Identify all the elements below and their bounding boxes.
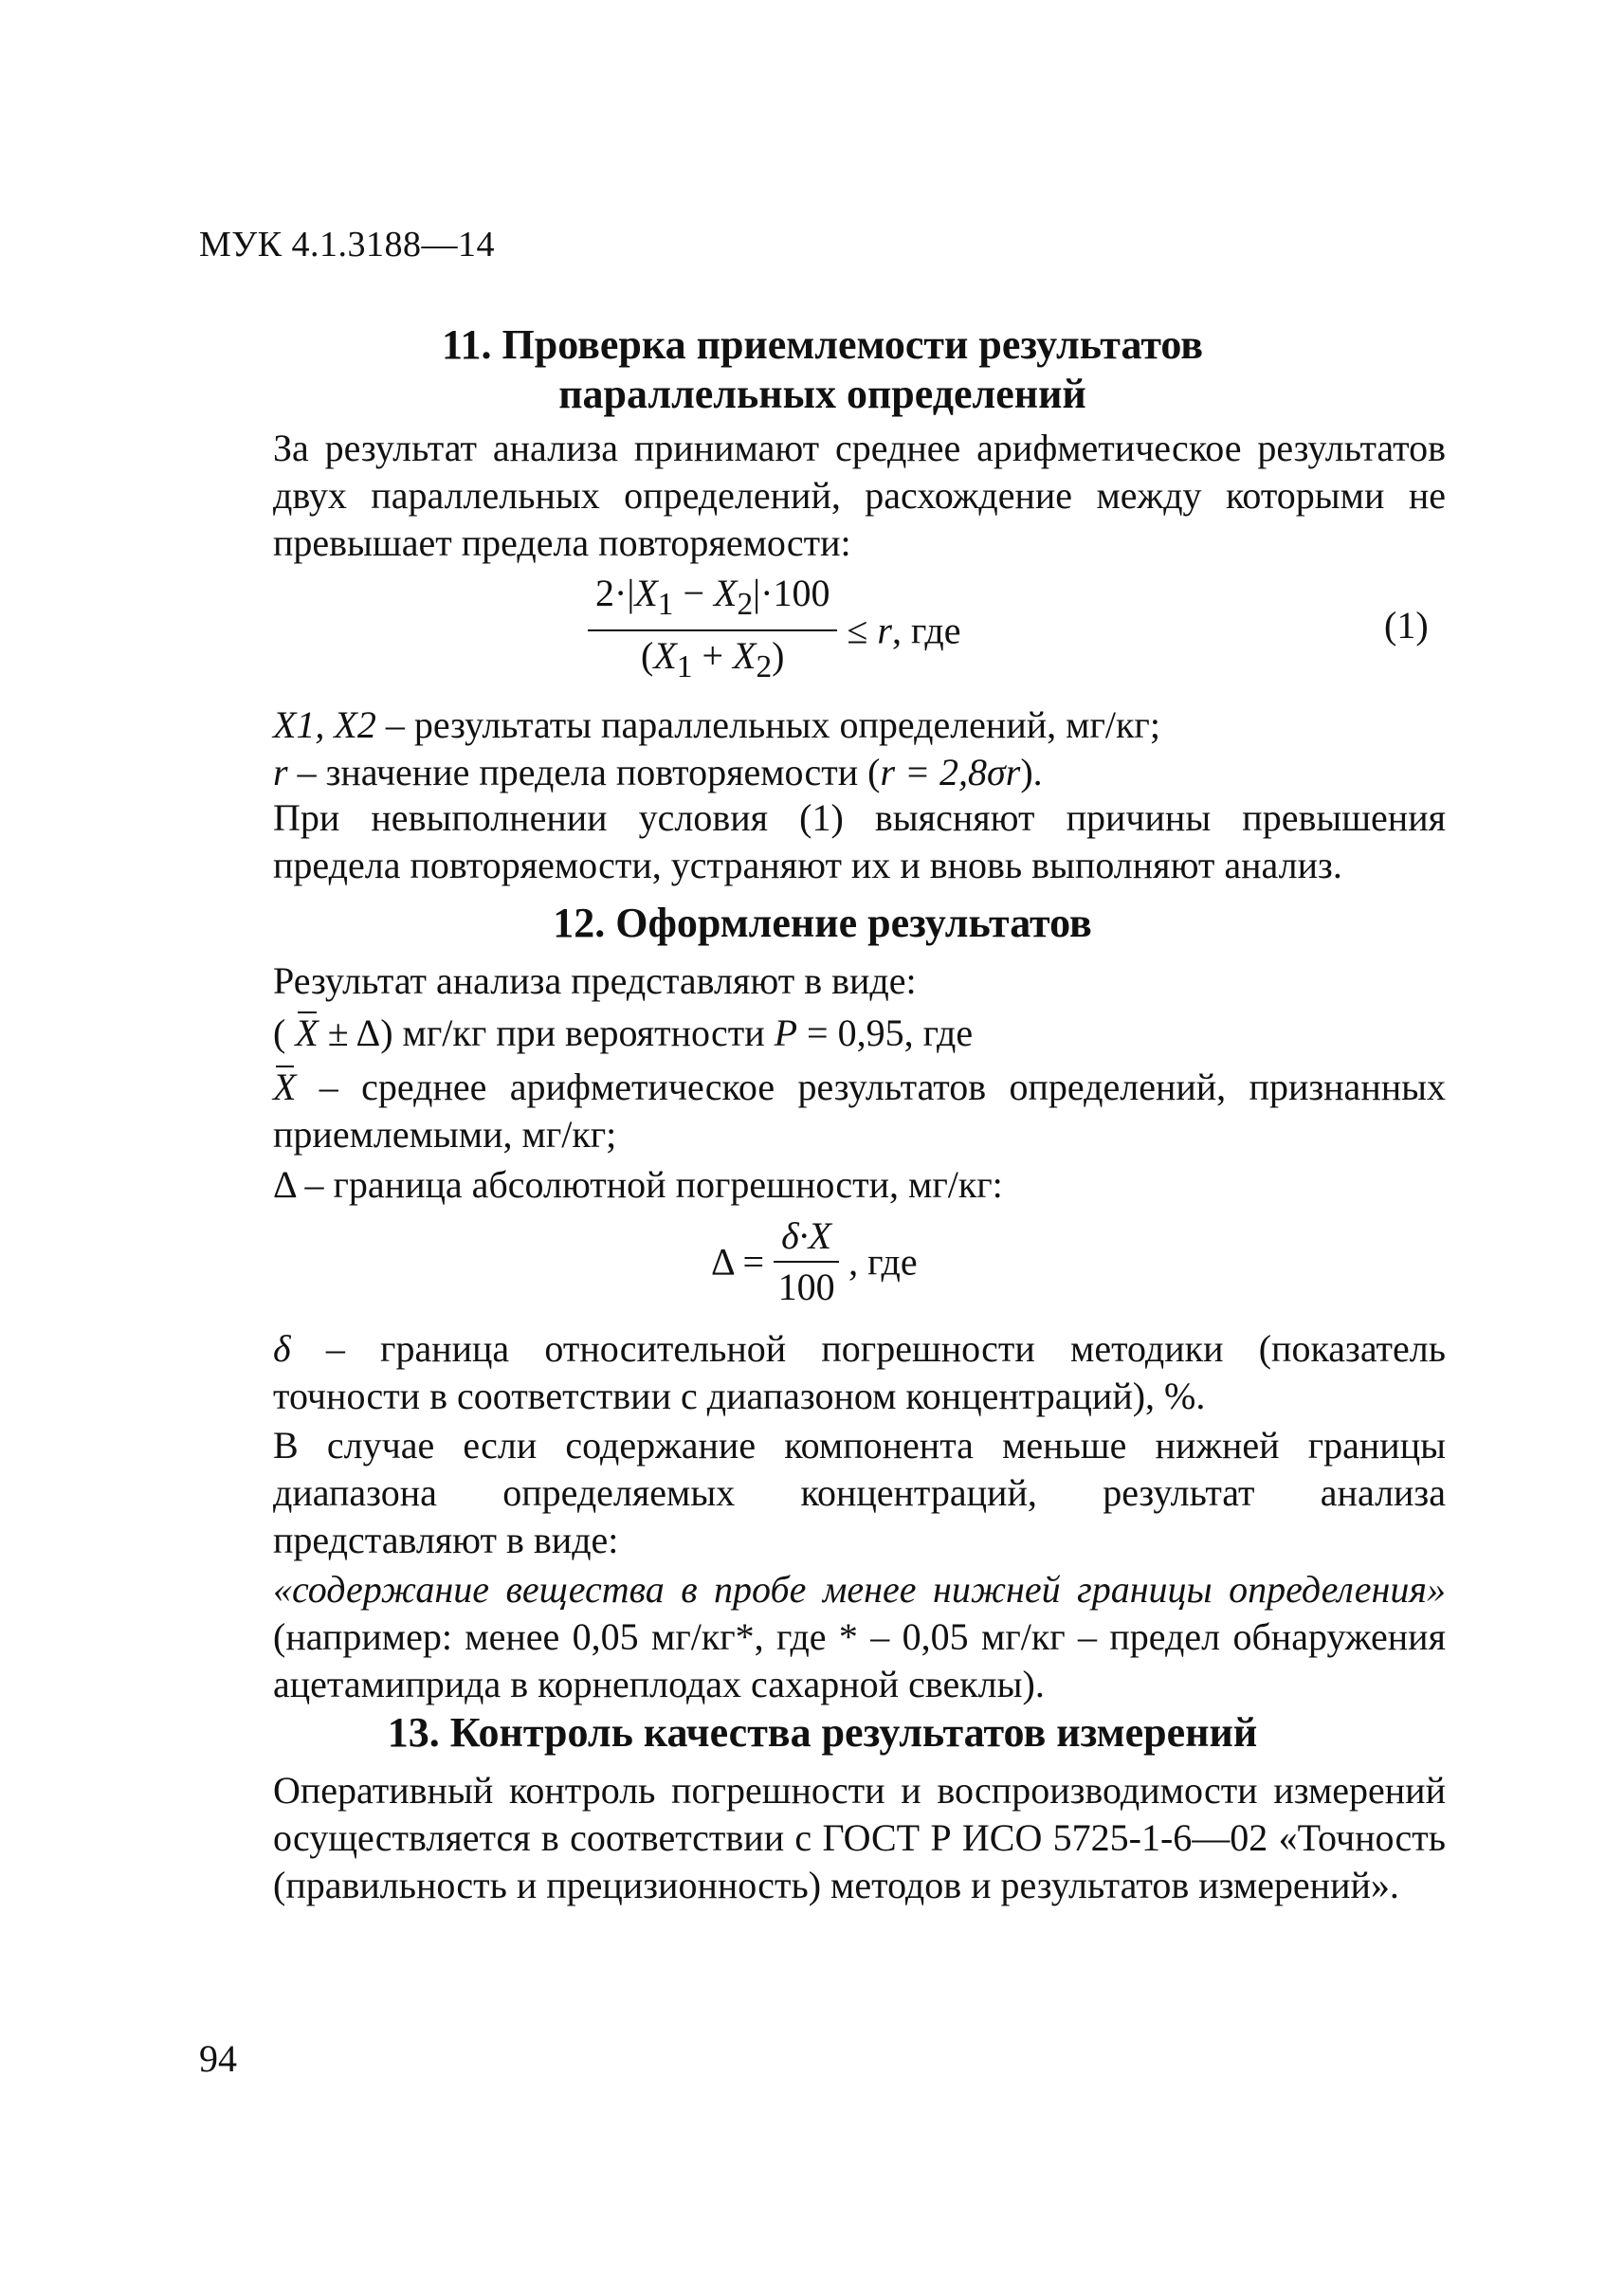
section-12-paragraph-1: Результат анализа представляют в виде: xyxy=(273,959,917,1002)
section-11-title-line-1: 11. Проверка приемлемости результатов xyxy=(441,321,1204,368)
formula-2-numerator: δ·X xyxy=(774,1212,839,1263)
section-11-title-line-2: параллельных определений xyxy=(558,371,1086,417)
formula-1-fraction xyxy=(588,569,837,692)
document-code-header: МУК 4.1.3188—14 xyxy=(199,225,496,264)
section-13-paragraph-1: Оперативный контроль погрешности и воспроизводимости измерений осуществляется в соответствии с ГОСТ Р ИСО 5725-1-6—02 «Точность (правильность и прецизионность) методов и результатов измерений». xyxy=(273,1769,1446,1906)
formula-1-denominator: $(X_1 + X_2)$ xyxy=(641,634,785,684)
definition-x1-x2: X1, X2 – результаты параллельных определений, мг/кг; xyxy=(273,703,1160,746)
section-12-heading: 12. Оформление результатов xyxy=(553,900,1092,946)
section-12-paragraph-case: В случае если содержание компонента меньше нижней границы диапазона определяемых концентраций, результат анализа представляют в виде: xyxy=(273,1424,1446,1561)
small-delta-definition: δ – граница относительной погрешности методики (показатель точности в соответствии с диапазоном концентраций), %. xyxy=(273,1327,1446,1417)
formula-1: $\frac{2\cdot|X_1 - X_2|\cdot 100}{(X_1 + X_2)}$ ≤ r, где xyxy=(588,569,961,692)
definition-r: r – значение предела повторяемости (r = 2,8σr). xyxy=(273,751,1043,793)
xbar-definition: X – среднее арифметическое результатов определений, признанных приемлемыми, мг/кг; xyxy=(273,1066,1446,1156)
section-11-heading xyxy=(199,320,1446,419)
formula-2-fraction xyxy=(774,1212,839,1312)
formula-2-denominator: 100 xyxy=(777,1266,835,1308)
formula-1-numerator: $2\cdot|X_1 - X_2|\cdot 100$ xyxy=(588,569,837,631)
page-number: 94 xyxy=(199,2037,237,2080)
delta-definition: Δ – граница абсолютной погрешности, мг/кг: xyxy=(273,1163,1003,1206)
formula-1-number: (1) xyxy=(1384,604,1429,647)
formula-2: Δ = $\frac{\delta\cdot X}{100}$ , где xyxy=(711,1212,918,1312)
section-11-paragraph-2: При невыполнении условия (1) выясняют причины превышения предела повторяемости, устраняют их и вновь выполняют анализ. xyxy=(273,796,1446,886)
result-expression: ( X ± Δ) мг/кг при вероятности P = 0,95, где xyxy=(273,1010,973,1057)
section-12-quote-paragraph: «содержание вещества в пробе менее нижней границы определения» (например: менее 0,05 мг/кг*, где * – 0,05 мг/кг – предел обнаружения ацетамиприда в корнеплодах сахарной свеклы). xyxy=(273,1568,1446,1705)
section-13-heading: 13. Контроль качества результатов измерений xyxy=(387,1709,1258,1756)
section-11-paragraph-1: За результат анализа принимают среднее арифметическое результатов двух параллельных определений, расхождение между которыми не превышает предела повторяемости: xyxy=(273,427,1446,564)
